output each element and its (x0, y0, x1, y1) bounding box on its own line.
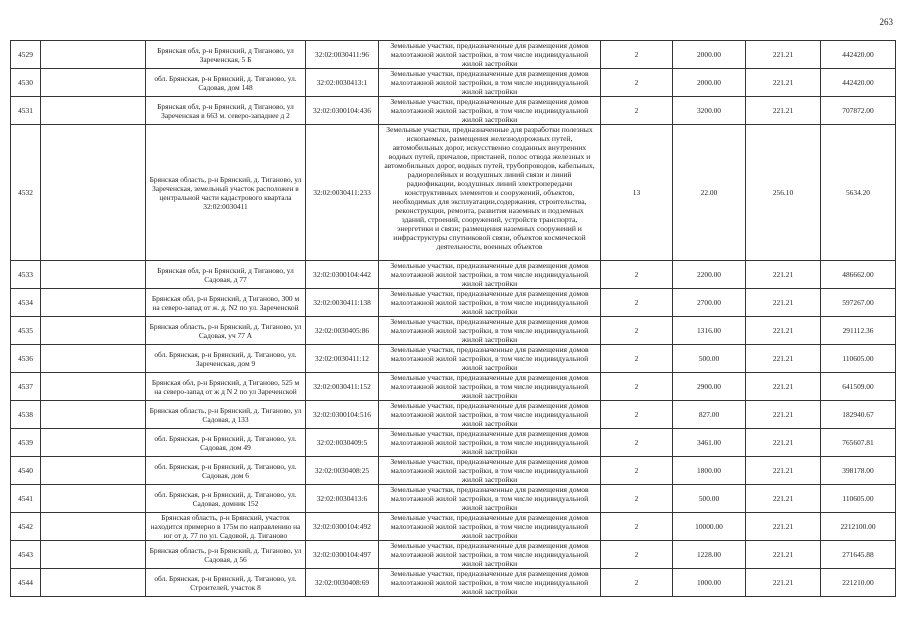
group-cell: 2 (601, 289, 673, 317)
unit-value-cell: 221.21 (746, 485, 821, 513)
cadastral-value-cell: 110605.00 (821, 345, 896, 373)
unit-value-cell: 221.21 (746, 289, 821, 317)
land-use-cell: Земельные участки, предназначенные для размещения домов малоэтажной жилой застройки, в том числе индивидуальной жилой застройки (379, 569, 601, 597)
group-cell: 2 (601, 401, 673, 429)
blank-cell (41, 429, 146, 457)
row-number-cell: 4537 (11, 373, 41, 401)
land-use-cell: Земельные участки, предназначенные для размещения домов малоэтажной жилой застройки, в том числе индивидуальной жилой застройки (379, 513, 601, 541)
address-cell: Брянская область, р-н Брянский, д. Тиганово, ул Садовая, д 133 (146, 401, 306, 429)
land-use-cell: Земельные участки, предназначенные для размещения домов малоэтажной жилой застройки, в том числе индивидуальной жилой застройки (379, 261, 601, 289)
cadastral-number-cell: 32:02:0030411:12 (306, 345, 379, 373)
address-cell: Брянская обл, р-н Брянский, д Тиганово, ул Садовая, д 77 (146, 261, 306, 289)
blank-cell (41, 289, 146, 317)
address-cell: обл. Брянская, р-н Брянский, д. Тиганово, ул. Садовая, дом 6 (146, 457, 306, 485)
table-row (11, 429, 896, 457)
cadastral-number-cell: 32:02:0030411:233 (306, 125, 379, 261)
row-number-cell: 4532 (11, 125, 41, 261)
row-number-cell: 4540 (11, 457, 41, 485)
address-cell: обл. Брянская, р-н Брянский, д. Тиганово, ул. Садовая, домник 152 (146, 485, 306, 513)
row-number-cell: 4530 (11, 69, 41, 97)
row-number-cell: 4544 (11, 569, 41, 597)
group-cell: 2 (601, 317, 673, 345)
cadastral-number-cell: 32:02:0300104:492 (306, 513, 379, 541)
address-cell: Брянская область, р-н Брянский, д. Тиганово, ул Садовая, уч 77 А (146, 317, 306, 345)
area-cell: 827.00 (673, 401, 746, 429)
area-cell: 3200.00 (673, 97, 746, 125)
cadastral-number-cell: 32:02:0030409:5 (306, 429, 379, 457)
cadastral-number-cell: 32:02:0300104:436 (306, 97, 379, 125)
group-cell: 2 (601, 373, 673, 401)
table-row (11, 69, 896, 97)
group-cell: 2 (601, 345, 673, 373)
table-row (11, 541, 896, 569)
unit-value-cell: 256.10 (746, 125, 821, 261)
cadastral-value-cell: 442420.00 (821, 41, 896, 69)
row-number-cell: 4534 (11, 289, 41, 317)
area-cell: 22.00 (673, 125, 746, 261)
land-use-cell: Земельные участки, предназначенные для размещения домов малоэтажной жилой застройки, в том числе индивидуальной жилой застройки (379, 457, 601, 485)
cadastral-number-cell: 32:02:0030405:86 (306, 317, 379, 345)
unit-value-cell: 221.21 (746, 317, 821, 345)
address-cell: Брянская обл, р-н Брянский, д Тиганово, 525 м на северо-запад от ж д N 2 по ул Зареченской (146, 373, 306, 401)
table-row (11, 569, 896, 597)
unit-value-cell: 221.21 (746, 457, 821, 485)
cadastral-number-cell: 32:02:0030408:69 (306, 569, 379, 597)
row-number-cell: 4536 (11, 345, 41, 373)
row-number-cell: 4541 (11, 485, 41, 513)
blank-cell (41, 541, 146, 569)
land-use-cell: Земельные участки, предназначенные для размещения домов малоэтажной жилой застройки, в том числе индивидуальной жилой застройки (379, 485, 601, 513)
cadastral-value-cell: 221210.00 (821, 569, 896, 597)
cadastral-number-cell: 32:02:0300104:497 (306, 541, 379, 569)
unit-value-cell: 221.21 (746, 569, 821, 597)
table-row (11, 457, 896, 485)
row-number-cell: 4533 (11, 261, 41, 289)
blank-cell (41, 373, 146, 401)
row-number-cell: 4538 (11, 401, 41, 429)
cadastral-number-cell: 32:02:0030413:6 (306, 485, 379, 513)
area-cell: 2000.00 (673, 41, 746, 69)
land-use-cell: Земельные участки, предназначенные для размещения домов малоэтажной жилой застройки, в том числе индивидуальной жилой застройки (379, 289, 601, 317)
cadastral-number-cell: 32:02:0030413:1 (306, 69, 379, 97)
blank-cell (41, 569, 146, 597)
cadastral-value-cell: 442420.00 (821, 69, 896, 97)
group-cell: 13 (601, 125, 673, 261)
address-cell: обл. Брянская, р-н Брянский, д. Тиганово, ул. Садовая, дом 49 (146, 429, 306, 457)
area-cell: 1228.00 (673, 541, 746, 569)
group-cell: 2 (601, 541, 673, 569)
table-row (11, 125, 896, 261)
area-cell: 1000.00 (673, 569, 746, 597)
blank-cell (41, 485, 146, 513)
cadastral-value-cell: 2212100.00 (821, 513, 896, 541)
land-use-cell: Земельные участки, предназначенные для размещения домов малоэтажной жилой застройки, в том числе индивидуальной жилой застройки (379, 345, 601, 373)
blank-cell (41, 457, 146, 485)
cadastral-number-cell: 32:02:0030411:152 (306, 373, 379, 401)
cadastral-value-cell: 641509.00 (821, 373, 896, 401)
blank-cell (41, 41, 146, 69)
row-number-cell: 4535 (11, 317, 41, 345)
land-use-cell: Земельные участки, предназначенные для разработки полезных ископаемых, размещения железнодорожных путей, автомобильных дорог, искусственно созданных внутренних водных путей, причалов, пристаней, полос отвода железных и автомобильных дорог, водных путей, трубопроводов, кабельных, радиорелейных и воздушных линий связи и линий радиофикации, воздушных линий электропередачи конструктивных элементов и сооружений, объектов, необходимых для эксплуатации,содержания, строительства, реконструкции, ремонта, развития наземных и подземных зданий, строений, сооружений, устройств транспорта, энергетики и связи; размещения наземных сооружений и инфраструктуры спутниковой связи, объектов космической деятельности, военных объектов (379, 125, 601, 261)
unit-value-cell: 221.21 (746, 429, 821, 457)
table-row (11, 261, 896, 289)
unit-value-cell: 221.21 (746, 41, 821, 69)
table-row (11, 373, 896, 401)
address-cell: обл. Брянская, р-н Брянский, д. Тиганово, ул. Зареченская, дом 9 (146, 345, 306, 373)
unit-value-cell: 221.21 (746, 97, 821, 125)
land-use-cell: Земельные участки, предназначенные для размещения домов малоэтажной жилой застройки, в том числе индивидуальной жилой застройки (379, 97, 601, 125)
cadastral-value-cell: 486662.00 (821, 261, 896, 289)
blank-cell (41, 401, 146, 429)
address-cell: обл. Брянская, р-н Брянский, д. Тиганово, ул. Садовая, дом 148 (146, 69, 306, 97)
blank-cell (41, 317, 146, 345)
table-row (11, 289, 896, 317)
address-cell: Брянская область, р-н Брянский, д. Тиганово, ул Садовая, д 56 (146, 541, 306, 569)
unit-value-cell: 221.21 (746, 401, 821, 429)
area-cell: 500.00 (673, 345, 746, 373)
land-use-cell: Земельные участки, предназначенные для размещения домов малоэтажной жилой застройки, в том числе индивидуальной жилой застройки (379, 401, 601, 429)
blank-cell (41, 513, 146, 541)
area-cell: 2900.00 (673, 373, 746, 401)
row-number-cell: 4529 (11, 41, 41, 69)
table-row (11, 513, 896, 541)
table-row (11, 317, 896, 345)
cadastral-value-cell: 398178.00 (821, 457, 896, 485)
area-cell: 10000.00 (673, 513, 746, 541)
cadastral-table (10, 40, 896, 597)
address-cell: Брянская обл, р-н Брянский, д Тиганово, 300 м на северо-запад от ж. д. N2 по ул. Зареченской (146, 289, 306, 317)
land-use-cell: Земельные участки, предназначенные для размещения домов малоэтажной жилой застройки, в том числе индивидуальной жилой застройки (379, 429, 601, 457)
row-number-cell: 4543 (11, 541, 41, 569)
group-cell: 2 (601, 261, 673, 289)
blank-cell (41, 69, 146, 97)
group-cell: 2 (601, 457, 673, 485)
blank-cell (41, 261, 146, 289)
unit-value-cell: 221.21 (746, 513, 821, 541)
unit-value-cell: 221.21 (746, 69, 821, 97)
cadastral-value-cell: 182940.67 (821, 401, 896, 429)
land-use-cell: Земельные участки, предназначенные для размещения домов малоэтажной жилой застройки, в том числе индивидуальной жилой застройки (379, 41, 601, 69)
page-number: 263 (879, 17, 893, 27)
group-cell: 2 (601, 513, 673, 541)
table-row (11, 345, 896, 373)
cadastral-value-cell: 707872.00 (821, 97, 896, 125)
address-cell: Брянская обл, р-н Брянский, д Тиганово, ул Зареченская, 5 Б (146, 41, 306, 69)
area-cell: 1800.00 (673, 457, 746, 485)
cadastral-number-cell: 32:02:0030408:25 (306, 457, 379, 485)
cadastral-value-cell: 271645.88 (821, 541, 896, 569)
group-cell: 2 (601, 569, 673, 597)
blank-cell (41, 345, 146, 373)
group-cell: 2 (601, 429, 673, 457)
address-cell: обл. Брянская, р-н Брянский, д. Тиганово, ул. Строителей, участок 8 (146, 569, 306, 597)
table-row (11, 401, 896, 429)
land-use-cell: Земельные участки, предназначенные для размещения домов малоэтажной жилой застройки, в том числе индивидуальной жилой застройки (379, 373, 601, 401)
cadastral-value-cell: 765607.81 (821, 429, 896, 457)
blank-cell (41, 97, 146, 125)
row-number-cell: 4542 (11, 513, 41, 541)
area-cell: 3461.00 (673, 429, 746, 457)
group-cell: 2 (601, 97, 673, 125)
area-cell: 500.00 (673, 485, 746, 513)
cadastral-value-cell: 110605.00 (821, 485, 896, 513)
unit-value-cell: 221.21 (746, 345, 821, 373)
table-row (11, 97, 896, 125)
cadastral-value-cell: 5634.20 (821, 125, 896, 261)
unit-value-cell: 221.21 (746, 541, 821, 569)
group-cell: 2 (601, 69, 673, 97)
address-cell: Брянская обл, р-н Брянский, д Тиганово, ул Зареченская в 663 м. северо-западнее д 2 (146, 97, 306, 125)
area-cell: 1316.00 (673, 317, 746, 345)
row-number-cell: 4539 (11, 429, 41, 457)
area-cell: 2000.00 (673, 69, 746, 97)
area-cell: 2200.00 (673, 261, 746, 289)
cadastral-number-cell: 32:02:0300104:516 (306, 401, 379, 429)
cadastral-number-cell: 32:02:0030411:138 (306, 289, 379, 317)
area-cell: 2700.00 (673, 289, 746, 317)
address-cell: Брянская область, р-н Брянский, д. Тиганово, ул Зареченская, земельный участок расположен в центральной части кадастрового квартала 32:02:0030411 (146, 125, 306, 261)
blank-cell (41, 125, 146, 261)
table-row (11, 485, 896, 513)
unit-value-cell: 221.21 (746, 373, 821, 401)
land-use-cell: Земельные участки, предназначенные для размещения домов малоэтажной жилой застройки, в том числе индивидуальной жилой застройки (379, 541, 601, 569)
unit-value-cell: 221.21 (746, 261, 821, 289)
group-cell: 2 (601, 485, 673, 513)
land-use-cell: Земельные участки, предназначенные для размещения домов малоэтажной жилой застройки, в том числе индивидуальной жилой застройки (379, 317, 601, 345)
group-cell: 2 (601, 41, 673, 69)
land-use-cell: Земельные участки, предназначенные для размещения домов малоэтажной жилой застройки, в том числе индивидуальной жилой застройки (379, 69, 601, 97)
address-cell: Брянская область, р-н Брянский, участок находится примерно в 175м по направлению на юг от д. 77 по ул. Садовой, д. Тиганово (146, 513, 306, 541)
cadastral-value-cell: 291112.36 (821, 317, 896, 345)
cadastral-value-cell: 597267.00 (821, 289, 896, 317)
cadastral-number-cell: 32:02:0030411:96 (306, 41, 379, 69)
cadastral-number-cell: 32:02:0300104:442 (306, 261, 379, 289)
row-number-cell: 4531 (11, 97, 41, 125)
table-row (11, 41, 896, 69)
